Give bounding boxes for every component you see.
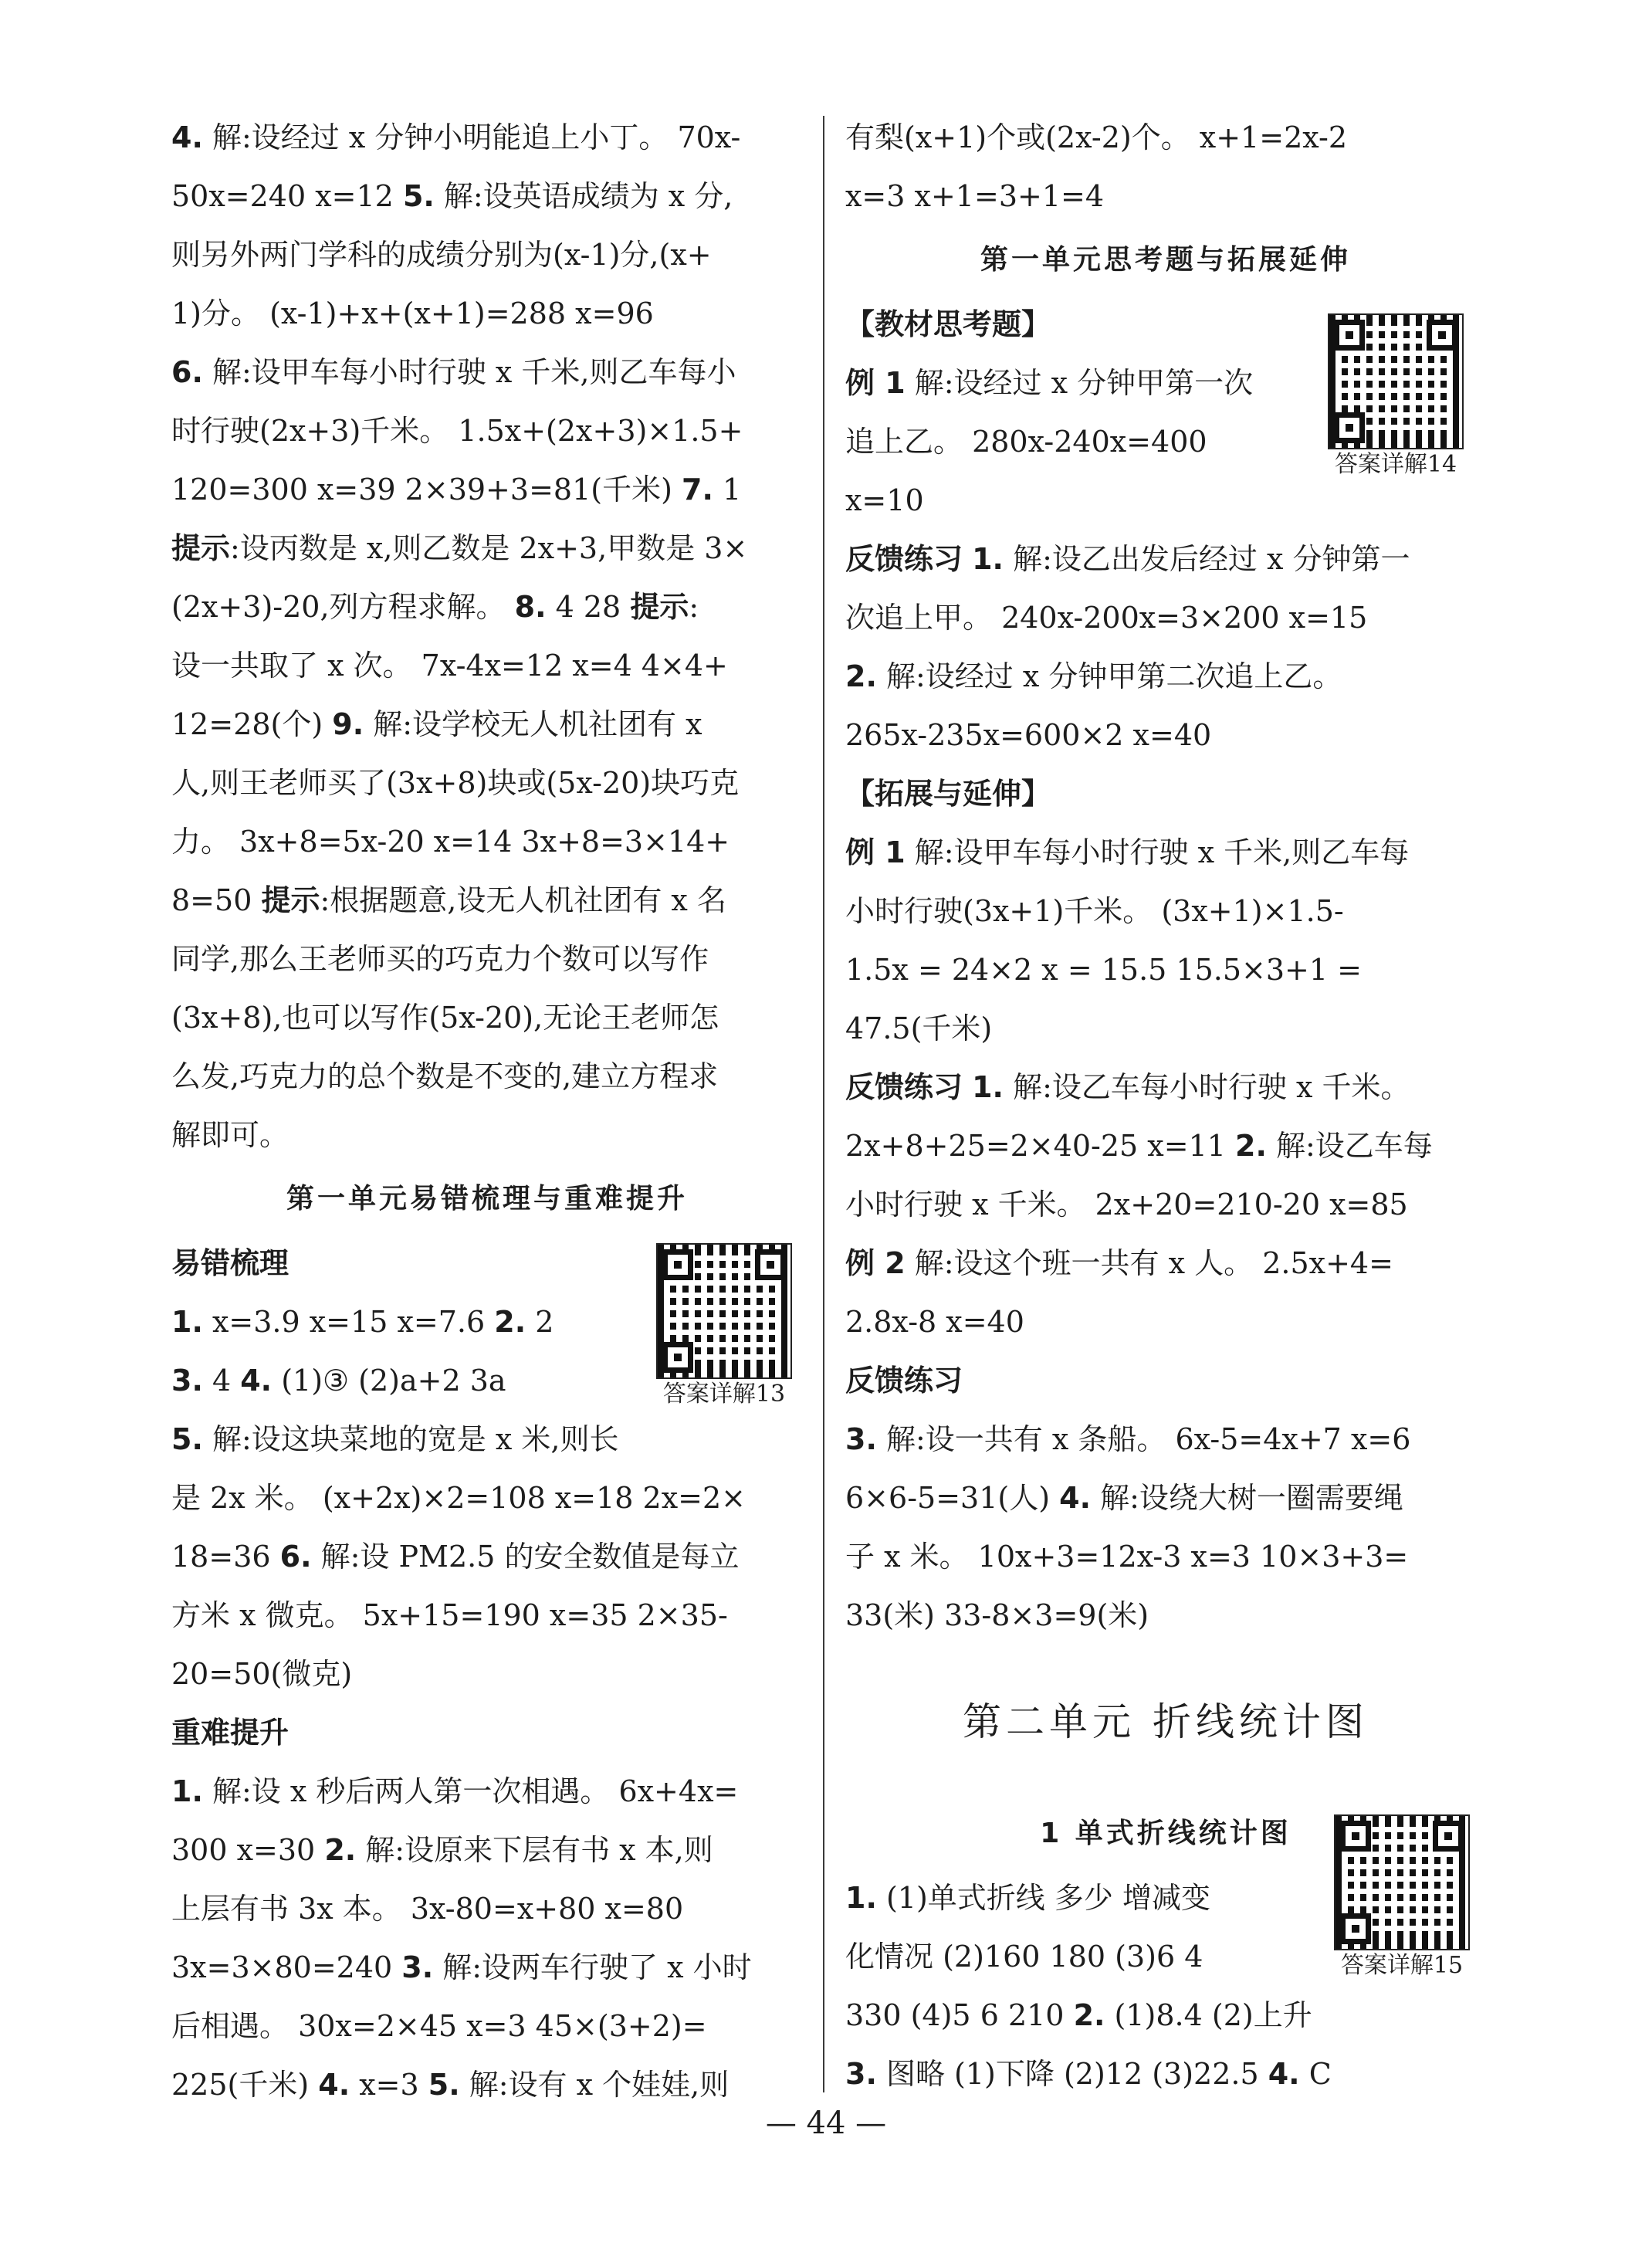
- bold-label: 9.: [332, 707, 364, 741]
- bold-label: 提示: [630, 590, 689, 624]
- answer-line: [845, 1116, 1486, 1175]
- line-text: [963, 1070, 972, 1104]
- answer-line: [845, 354, 1316, 412]
- line-text: 小时行驶 x 千米。 2x+20=210-20 x=85: [845, 1188, 1408, 1221]
- line-text: 同学,那么王老师买的巧克力个数可以写作: [171, 942, 709, 976]
- answer-line: [171, 1703, 803, 1762]
- answer-line: [171, 343, 803, 402]
- line-text: 2x+8+25=2×40-25 x=11: [845, 1129, 1236, 1163]
- line-text: 1: [713, 473, 742, 507]
- line-text: 12=28(个): [171, 707, 333, 741]
- bold-label: 4.: [1268, 2057, 1300, 2091]
- line-text: (2x+3)-20,列方程求解。: [171, 590, 515, 624]
- bold-label: 反馈练习: [845, 1364, 963, 1398]
- qr-code-icon: [656, 1243, 792, 1379]
- answer-line: [171, 225, 803, 284]
- answer-line: [171, 754, 803, 812]
- line-text: 33(米) 33-8×3=9(米): [845, 1598, 1149, 1632]
- answer-line: [171, 284, 803, 343]
- line-text: (1)③ (2)a+2 3a: [272, 1364, 506, 1398]
- answer-line: [845, 647, 1486, 706]
- line-text: 2: [526, 1305, 554, 1339]
- bold-label: 3.: [401, 1950, 434, 1984]
- answer-line: [171, 108, 803, 167]
- line-text: 小时行驶(3x+1)千米。 (3x+1)×1.5-: [845, 894, 1344, 928]
- line-text: 解:设两车行驶了 x 小时: [433, 1950, 752, 1984]
- left-column: [171, 108, 803, 2114]
- line-text: 图略 (1)下降 (2)12 (3)22.5: [876, 2057, 1268, 2091]
- answer-line: [171, 402, 803, 460]
- line-text: 解:设甲车每小时行驶 x 千米,则乙车每: [905, 835, 1410, 869]
- answer-line: [845, 588, 1486, 647]
- answer-line: [845, 1293, 1486, 1351]
- answer-line: [845, 295, 1316, 354]
- bold-label: 3.: [845, 2057, 877, 2091]
- answer-line: [845, 706, 1486, 764]
- answer-line: [171, 1762, 803, 1821]
- answer-line: [845, 1351, 1486, 1410]
- answer-line: [171, 519, 803, 578]
- answer-line: [171, 1293, 642, 1351]
- line-text: (1)单式折线 多少 增减变: [876, 1881, 1210, 1915]
- line-text: x=3: [350, 2068, 428, 2102]
- bold-label: 例 1: [845, 835, 906, 869]
- line-text: 330 (4)5 6 210: [845, 1998, 1074, 2032]
- line-text: 解:设 x 秒后两人第一次相遇。 6x+4x=: [202, 1774, 739, 1808]
- column-divider: [823, 116, 824, 2092]
- line-text: 解:设一共有 x 条船。 6x-5=4x+7 x=6: [876, 1422, 1411, 1456]
- answer-line: [171, 1527, 803, 1586]
- answer-line: [171, 578, 803, 636]
- qr-caption: 答案详解14: [1334, 451, 1457, 478]
- bold-label: 例 2: [845, 1246, 906, 1280]
- line-text: 时行驶(2x+3)千米。 1.5x+(2x+3)×1.5+: [171, 414, 743, 448]
- section-heading: 第一单元易错梳理与重难提升: [286, 1183, 688, 1215]
- answer-line: [845, 1234, 1486, 1293]
- line-text: (3x+8),也可以写作(5x-20),无论王老师怎: [171, 1001, 719, 1035]
- line-text: 18=36: [171, 1540, 280, 1574]
- line-text: 次追上甲。 240x-200x=3×200 x=15: [845, 601, 1368, 635]
- line-text: 解:设经过 x 分钟甲第一次: [905, 366, 1254, 400]
- line-text: 追上乙。 280x-240x=400: [845, 425, 1207, 459]
- line-text: 方米 x 微克。 5x+15=190 x=35 2×35-: [171, 1598, 728, 1632]
- line-text: 解:设这块菜地的宽是 x 米,则长: [202, 1422, 619, 1456]
- line-text: 1)分。 (x-1)+x+(x+1)=288 x=96: [171, 296, 654, 330]
- bold-label: 5.: [402, 179, 435, 213]
- line-text: 解:设英语成绩为 x 分,: [434, 179, 733, 213]
- bold-label: 1.: [845, 1881, 877, 1915]
- answer-line: [171, 988, 803, 1047]
- bold-label: 4.: [240, 1364, 273, 1398]
- line-text: 8=50: [171, 883, 262, 917]
- answer-line: [171, 1645, 803, 1703]
- line-text: 解:设绕大树一圈需要绳: [1091, 1481, 1403, 1515]
- answer-line: [845, 999, 1486, 1058]
- line-text: 2.8x-8 x=40: [845, 1305, 1024, 1339]
- line-text: 化情况 (2)160 180 (3)6 4: [845, 1940, 1203, 1974]
- answer-line: [171, 1469, 803, 1527]
- line-text: 解:设有 x 个娃娃,则: [459, 2068, 730, 2102]
- answer-line: [171, 1821, 803, 1879]
- bold-label: 3.: [171, 1364, 203, 1398]
- line-text: 解:设经过 x 分钟小明能追上小丁。 70x-: [202, 120, 741, 154]
- bold-label: 2.: [494, 1305, 526, 1339]
- line-text: 解:设经过 x 分钟甲第二次追上乙。: [876, 659, 1342, 693]
- answer-line: [171, 930, 803, 988]
- bold-label: 重难提升: [171, 1716, 289, 1750]
- bold-label: 1.: [972, 1070, 1004, 1104]
- bold-label: 3.: [845, 1422, 877, 1456]
- bold-label: 反馈练习: [845, 1070, 963, 1104]
- answer-line: [845, 412, 1316, 471]
- line-text: :根据题意,设无人机社团有 x 名: [320, 883, 726, 917]
- bold-label: 4.: [171, 120, 203, 154]
- bold-label: 2.: [845, 659, 877, 693]
- line-text: 则另外两门学科的成绩分别为(x-1)分,(x+: [171, 238, 712, 272]
- line-text: C: [1299, 2057, 1332, 2091]
- line-text: 力。 3x+8=5x-20 x=14 3x+8=3×14+: [171, 825, 730, 859]
- bold-label: 提示: [171, 531, 231, 565]
- bold-label: 【拓展与延伸】: [845, 777, 1051, 811]
- line-text: 解:设乙车每小时行驶 x 千米。: [1004, 1070, 1410, 1104]
- line-text: 设一共取了 x 次。 7x-4x=12 x=4 4×4+: [171, 649, 728, 683]
- line-text: 47.5(千米): [845, 1011, 993, 1045]
- line-text: 1.5x = 24×2 x = 15.5 15.5×3+1 =: [845, 953, 1362, 987]
- line-text: 解:设 PM2.5 的安全数值是每立: [311, 1540, 740, 1574]
- line-text: 解:设乙车每: [1266, 1129, 1433, 1163]
- line-text: 解:设这个班一共有 x 人。 2.5x+4=: [905, 1246, 1393, 1280]
- answer-line: [171, 1997, 803, 2055]
- line-text: 后相遇。 30x=2×45 x=3 45×(3+2)=: [171, 2009, 707, 2043]
- line-text: 20=50(微克): [171, 1657, 353, 1691]
- line-text: 6×6-5=31(人): [845, 1481, 1060, 1515]
- bold-label: 提示: [261, 883, 320, 917]
- line-text: 人,则王老师买了(3x+8)块或(5x-20)块巧克: [171, 766, 740, 800]
- answer-line: [845, 1527, 1486, 1586]
- answer-line: [171, 1586, 803, 1645]
- bold-label: 2.: [1073, 1998, 1105, 2032]
- line-text: 么发,巧克力的总个数是不变的,建立方程求: [171, 1059, 719, 1093]
- line-text: x=3 x+1=3+1=4: [845, 179, 1105, 213]
- answer-line: [171, 1106, 803, 1164]
- bold-label: 4.: [318, 2068, 350, 2102]
- answer-line: [845, 530, 1486, 588]
- section-heading: 第一单元思考题与拓展延伸: [980, 244, 1351, 276]
- line-text: 120=300 x=39 2×39+3=81(千米): [171, 473, 682, 507]
- qr-code-14[interactable]: [1328, 313, 1464, 480]
- qr-caption: 答案详解15: [1340, 1952, 1464, 1979]
- page-number: — 44 —: [765, 2106, 887, 2141]
- answer-line: [845, 1410, 1486, 1469]
- line-text: x=10: [845, 483, 924, 517]
- bold-label: 6.: [171, 355, 203, 389]
- answer-line: [171, 1938, 803, 1997]
- qr-caption: 答案详解13: [662, 1381, 786, 1408]
- answer-line: [845, 108, 1486, 167]
- answer-line: [171, 1234, 642, 1293]
- answer-line: [171, 1410, 642, 1469]
- line-text: 解:设甲车每小时行驶 x 千米,则乙车每小: [202, 355, 736, 389]
- answer-line: [171, 1879, 803, 1938]
- answer-line: [845, 1869, 1316, 1927]
- bold-label: 1.: [171, 1305, 203, 1339]
- line-text: :设丙数是 x,则乙数是 2x+3,甲数是 3×: [230, 531, 748, 565]
- line-text: 4 28: [546, 590, 631, 624]
- line-text: 解:设学校无人机社团有 x: [364, 707, 702, 741]
- line-text: 265x-235x=600×2 x=40: [845, 718, 1212, 752]
- line-text: 有梨(x+1)个或(2x-2)个。 x+1=2x-2: [845, 120, 1348, 154]
- answer-line: [171, 460, 803, 519]
- qr-code-13[interactable]: [656, 1243, 792, 1410]
- line-text: (1)8.4 (2)上升: [1105, 1998, 1312, 2032]
- line-text: 是 2x 米。 (x+2x)×2=108 x=18 2x=2×: [171, 1481, 746, 1515]
- bold-label: 7.: [682, 473, 713, 507]
- qr-code-icon: [1328, 313, 1464, 449]
- line-text: :: [689, 590, 699, 624]
- bold-label: 1.: [972, 542, 1004, 576]
- answer-line: [845, 882, 1486, 940]
- answer-line: [845, 2045, 1486, 2103]
- answer-line: [845, 1469, 1486, 1527]
- line-text: [963, 542, 972, 576]
- answer-line: [845, 167, 1486, 225]
- bold-label: 4.: [1059, 1481, 1092, 1515]
- line-text: 225(千米): [171, 2068, 319, 2102]
- bold-label: 6.: [279, 1540, 312, 1574]
- line-text: 上层有书 3x 本。 3x-80=x+80 x=80: [171, 1892, 684, 1926]
- line-text: 解即可。: [171, 1118, 289, 1152]
- bold-label: 5.: [171, 1422, 203, 1456]
- answer-line: [845, 764, 1486, 823]
- answer-line: [171, 167, 803, 225]
- bold-label: 【教材思考题】: [845, 307, 1051, 341]
- answer-line: [171, 871, 803, 930]
- bold-label: 2.: [324, 1833, 357, 1867]
- qr-code-15[interactable]: [1334, 1814, 1470, 1981]
- bold-label: 易错梳理: [171, 1246, 289, 1280]
- qr-code-icon: [1334, 1814, 1470, 1950]
- answer-line: [845, 940, 1486, 999]
- line-text: 4: [202, 1364, 241, 1398]
- line-text: 解:设原来下层有书 x 本,则: [356, 1833, 713, 1867]
- answer-line: [171, 695, 803, 754]
- line-text: x=3.9 x=15 x=7.6: [202, 1305, 495, 1339]
- line-text: 50x=240 x=12: [171, 179, 403, 213]
- answer-line: [171, 812, 803, 871]
- answer-line: [845, 1927, 1316, 1986]
- answer-line: [845, 1986, 1486, 2045]
- bold-label: 8.: [514, 590, 547, 624]
- line-text: 3x=3×80=240: [171, 1950, 402, 1984]
- answer-line: [171, 636, 803, 695]
- section-heading: 1 单式折线统计图: [1040, 1818, 1291, 1849]
- line-text: 子 x 米。 10x+3=12x-3 x=3 10×3+3=: [845, 1540, 1409, 1574]
- bold-label: 5.: [428, 2068, 460, 2102]
- line-text: 解:设乙出发后经过 x 分钟第一: [1004, 542, 1410, 576]
- bold-label: 1.: [171, 1774, 203, 1808]
- answer-line: [171, 1047, 803, 1106]
- bold-label: 2.: [1235, 1129, 1267, 1163]
- line-text: 300 x=30: [171, 1833, 325, 1867]
- bold-label: 反馈练习: [845, 542, 963, 576]
- answer-line: [845, 1586, 1486, 1645]
- answer-line: [845, 823, 1486, 882]
- answer-line: [845, 1175, 1486, 1234]
- answer-line: [171, 1351, 642, 1410]
- chapter-title: 第二单元 折线统计图: [963, 1699, 1369, 1744]
- bold-label: 例 1: [845, 366, 906, 400]
- answer-line: [845, 1058, 1486, 1116]
